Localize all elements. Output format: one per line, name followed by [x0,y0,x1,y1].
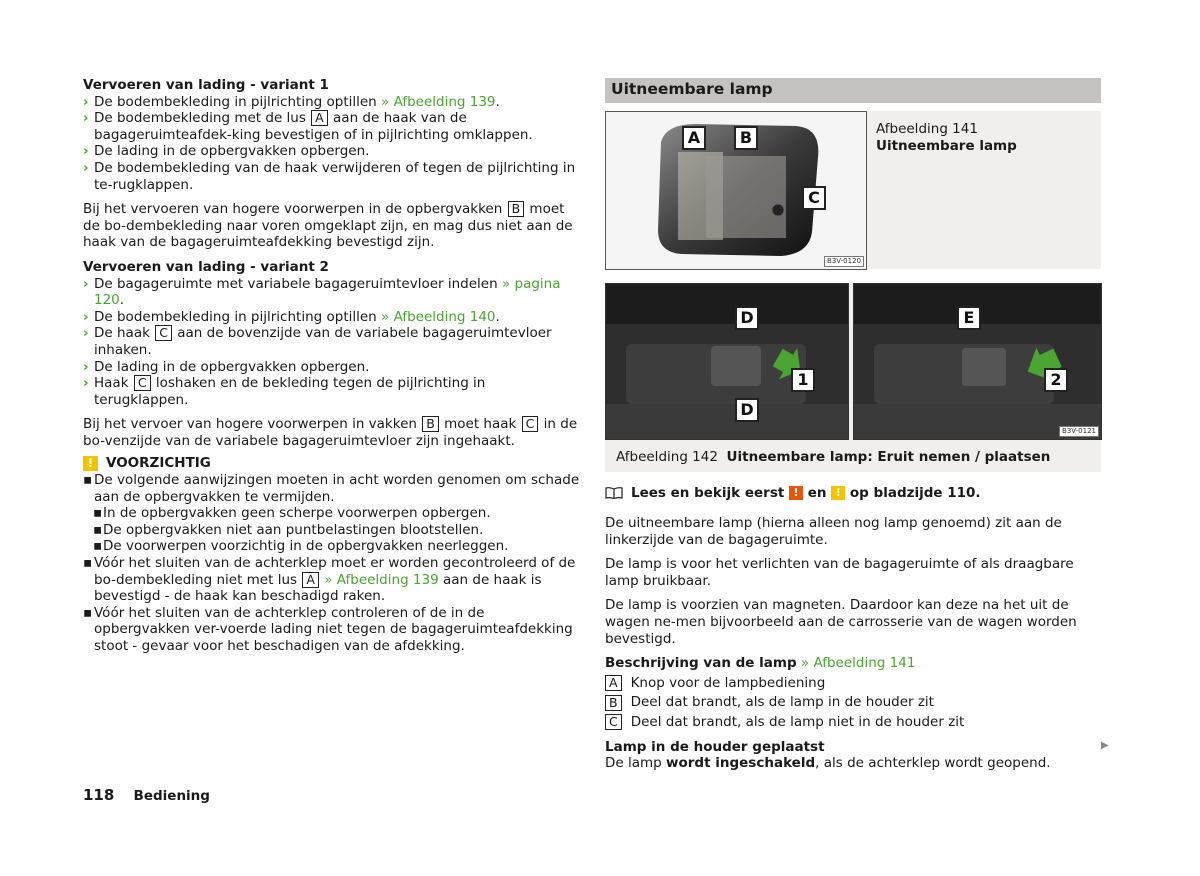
footer-section: Bediening [133,788,210,804]
paragraph: De lamp is voorzien van magneten. Daardoor kan deze na het uit de wagen ne-men bijvoorbeeld aan de carrosserie van de wagen worden bevestigd. [605,597,1077,647]
paragraph: De lamp wordt ingeschakeld, als de achterklep wordt geopend. [605,755,1051,772]
bullet-square-icon: ▪ [83,472,93,489]
warning-item: ▪ De volgende aanwijzingen moeten in acht worden genomen om schade aan de opbergvakken te vermijden. [83,472,580,505]
left-column [83,77,580,655]
callout-b: B [734,126,758,150]
figure-link[interactable]: » Afbeelding 140 [381,308,496,325]
list-item: › De bodembekleding van de haak verwijderen of tegen de pijlrichting in te-rugklappen. [83,159,576,193]
figure-141-caption [876,121,1096,154]
section-title: Uitneembare lamp [611,80,773,98]
callout-c: C [802,186,826,210]
arrow-icon: › [83,275,89,292]
list-item: › De lading in de opbergvakken opbergen. [83,143,370,160]
callout-a: A [682,126,706,150]
figure-141-image [605,111,867,270]
arrow-icon: › [83,110,89,127]
list-item: › De bodembekleding in pijlrichting optillen » Afbeelding 139. [83,93,500,110]
description-heading: Beschrijving van de lamp » Afbeelding 141 [605,655,916,672]
warning-subitem: ▪ De opbergvakken niet aan puntbelastingen blootstellen. [93,521,484,538]
list-item: › Haak C loshaken en de bekleding tegen de pijlrichting in terugklappen. [83,375,486,408]
bullet-square-icon: ▪ [83,555,93,572]
callout-d: D [735,398,759,422]
arrow-icon: › [83,358,89,375]
danger-icon: ! [789,486,803,500]
arrow-icon: › [83,93,89,110]
bullet-square-icon: ▪ [93,505,103,522]
figure-link[interactable]: » Afbeelding 139 [319,571,439,588]
read-first-note: Lees en bekijk eerst ! en ! op bladzijde 110. [605,485,1101,502]
right-text [605,515,1101,772]
photo-remove-lamp [605,283,849,440]
bullet-square-icon: ▪ [83,604,93,621]
arrow-icon: › [83,325,89,342]
key-label: B [508,201,525,217]
warning-icon: ! [83,456,98,471]
legend-item: B Deel dat brandt, als de lamp in de houder zit [605,694,1101,711]
list-item: › De lading in de opbergvakken opbergen. [83,358,370,375]
warning-icon: ! [831,486,845,500]
list-item: › De bodembekleding met de lus A aan de haak van de bagageruimteafdek-king bevestigen of in pijlrichting omklappen. [83,110,533,143]
photo-1-illustration [606,284,848,439]
arrow-icon: › [83,143,89,160]
paragraph: De lamp is voor het verlichten van de bagageruimte of als draagbare lamp bruikbaar. [605,556,1074,589]
list-item: › De bagageruimte met variabele bagageruimtevloer indelen » pagina 120. [83,275,561,309]
book-icon [605,487,623,499]
section-title-bar [605,78,1101,103]
warning-item: ▪ Vóór het sluiten van de achterklep moet er worden gecontroleerd of de bo-dembekleding niet met lus A » Afbeelding 139 aan de haak is bevestigd - de haak kan beschadigd raken. [83,555,576,605]
holder-heading: Lamp in de houder geplaatst [605,738,825,755]
figure-142-caption [616,449,1096,466]
figure-link[interactable]: » Afbeelding 141 [800,655,916,672]
list-item: › De bodembekleding in pijlrichting optillen » Afbeelding 140. [83,308,500,325]
continue-arrow-icon: ▶ [1101,740,1109,751]
list-item: › De haak C aan de bovenzijde van de variabele bagageruimtevloer inhaken. [83,325,552,358]
figure-number: Afbeelding 142 [616,449,718,465]
page-link[interactable]: » pagina 120 [94,275,561,309]
image-code: B3V-0120 [824,256,864,267]
figure-number: Afbeelding 141 [876,121,978,137]
figure-link[interactable]: » Afbeelding 139 [381,93,496,110]
legend-item: A Knop voor de lampbediening [605,675,1101,692]
page-footer [83,787,210,805]
callout-d: D [735,306,759,330]
warning-subitem: ▪ In de opbergvakken geen scherpe voorwerpen opbergen. [93,505,491,522]
warning-header [83,455,580,472]
key-label: A [311,110,328,126]
legend-item: C Deel dat brandt, als de lamp niet in de houder zit [605,714,1101,731]
paragraph: Bij het vervoeren van hogere voorwerpen in de opbergvakken B moet de bo-dembekleding naar voren omgeklapt zijn, en mag dus niet aan de haak van de bagageruimteafdekking bevestigd zijn. [83,201,573,251]
key-label: C [134,375,151,391]
paragraph: De uitneembare lamp (hierna alleen nog lamp genoemd) zit aan de linkerzijde van de bagageruimte. [605,515,1062,548]
arrow-icon: › [83,159,89,176]
image-code: B3V-0121 [1059,426,1099,437]
warning-item: ▪ Vóór het sluiten van de achterklep controleren of de in de opbergvakken ver-voerde lading niet tegen de bagageruimteafdekking stoot - gevaar voor het beschadigen van de afdekking. [83,604,573,654]
bullet-square-icon: ▪ [93,538,103,555]
arrow-icon: › [83,308,89,325]
figure-title: Uitneembare lamp [876,137,1017,154]
callout-2: 2 [1044,368,1068,392]
figure-title: Uitneembare lamp: Eruit nemen / plaatsen [726,449,1051,465]
paragraph: Bij het vervoer van hogere voorwerpen in vakken B moet haak C in de bo-venzijde van de variabele bagageruimtevloer zijn ingehaakt. [83,416,578,449]
page-number: 118 [83,786,115,804]
key-label: B [422,416,439,432]
variant1-heading: Vervoeren van lading - variant 1 [83,77,329,93]
callout-e: E [957,306,981,330]
arrow-icon: › [83,375,89,392]
key-label: A [302,572,319,588]
key-label: C [522,416,539,432]
warning-title: VOORZICHTIG [106,455,211,472]
variant2-heading: Vervoeren van lading - variant 2 [83,258,329,275]
bullet-square-icon: ▪ [93,521,103,538]
callout-1: 1 [791,368,815,392]
key-label: C [155,325,172,341]
warning-subitem: ▪ De voorwerpen voorzichtig in de opbergvakken neerleggen. [93,538,509,555]
photo-place-lamp [853,283,1102,440]
